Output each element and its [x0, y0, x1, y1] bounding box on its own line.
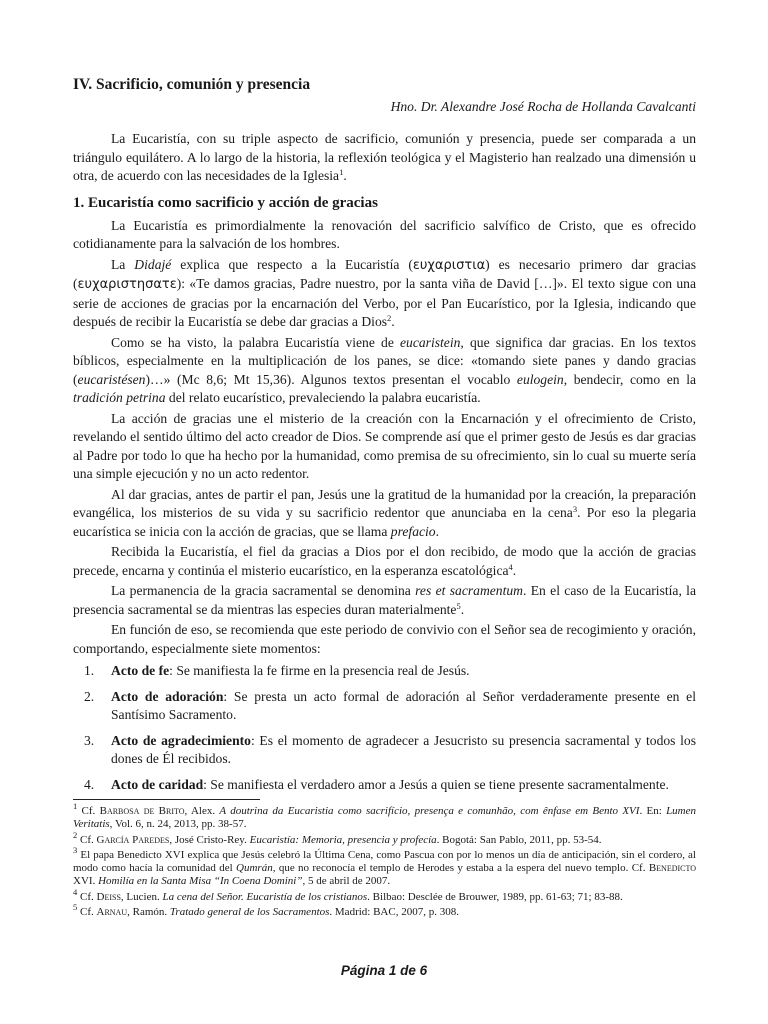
paragraph-7: La permanencia de la gracia sacramental se denomina res et sacramentum. En el caso de la Eucaristía, la presencia sacramental se da mientras las especies duran materialmente$^5$.: [73, 583, 696, 617]
greek-word-eucharistia: ευχαριστια: [412, 257, 486, 273]
footnote-1: $^1$ Cf. Barbosa de Brito, Alex. A doutrina da Eucaristia como sacrifício, presença e comunhão, com ênfase em Bento XVI. En: Lumen Veritatis, Vol. 6, n. 24, 2013, pp. 38-57.: [73, 801, 697, 831]
list-item-title: Acto de caridad: [111, 776, 204, 792]
paragraph-2: La Didajé explica que respecto a la Eucaristía (ευχαριστια) es necesario primero dar gracias (ευχαριστησατε): «Te damos gracias, Padre nuestro, por la santa viña de David […]». El texto sigue con una serie de acciones de gracias por la encarnación del Verbo, por el Pan Eucarístico, por la Iglesia, indicando que después de recibir la Eucaristía se debe dar gracias a Dios$^2$.: [73, 256, 696, 329]
paragraph-6: Recibida la Eucaristía, el fiel da gracias a Dios por el don recibido, de modo que la acción de gracias precede, encarna y continúa el misterio eucarístico, en la esperanza escatológica$^4$.: [73, 544, 696, 578]
term-res-et-sacramentum: res et sacramentum: [415, 583, 523, 598]
intro-paragraph: La Eucaristía, con su triple aspecto de sacrificio, comunión y presencia, puede ser comparada a un triángulo equilátero. A lo largo de la historia, la reflexión teológica y el Magisterio han realzado una dimensión u otra, de acuerdo con las necesidades de la Iglesia$^1$.: [73, 131, 696, 183]
term-eulogein: eulogein: [516, 371, 564, 387]
list-item-title: Acto de agradecimiento: [111, 732, 251, 748]
term-eucaristesen: eucaristésen: [77, 371, 146, 387]
greek-word-eucharistesate: ευχαριστησατε: [77, 277, 177, 292]
subsection-title: 1. Eucaristía como sacrificio y acción de gracias: [73, 194, 378, 211]
author-line: Hno. Dr. Alexandre José Rocha de Hollanda Cavalcanti: [390, 99, 696, 114]
paragraph-5: Al dar gracias, antes de partir el pan, Jesús une la gratitud de la humanidad por la creación, la preparación evangélica, los misterios de su vida y su sacrificio redentor que anunciaba en la cena$^3$. Por eso la plegaria eucarística se inicia con la acción de gracias, que se llama prefacio.: [73, 486, 697, 539]
moments-list: [73, 662, 696, 794]
list-item-title: Acto de fe: [111, 663, 170, 678]
footnote-ref-4[interactable]: 4: [508, 561, 513, 572]
footnote-ref-5[interactable]: 5: [456, 600, 461, 611]
term-prefacio: prefacio: [390, 523, 436, 539]
footnote-5: $^5$ Cf. Arnau, Ramón. Tratado general de los Sacramentos. Madrid: BAC, 2007, p. 308.: [73, 902, 459, 919]
paragraph-8: En función de eso, se recomienda que este periodo de convivio con el Señor sea de recogimiento y oración, comportando, especialmente siete momentos:: [73, 622, 696, 656]
intro-text: La Eucaristía, con su triple aspecto de sacrificio, comunión y presencia, puede ser comparada a un triángulo equilátero. A lo largo de la historia, la reflexión teológica y el Magisterio han realzado una dimensión u otra, de acuerdo con las necesidades de la Iglesia: [73, 131, 696, 183]
paragraph-3: Como se ha visto, la palabra Eucaristía viene de eucaristein, que significa dar gracias. En los textos bíblicos, especialmente en la multiplicación de los panes, se dice: «tomando siete panes y dando gracias (eucaristésen)…» (Mc 8,6; Mt 15,36). Algunos textos presentan el vocablo eulogein, bendecir, como en la tradición petrina del relato eucarístico, prevaleciendo la palabra eucaristía.: [73, 334, 697, 405]
footnote-3: $^3$ El papa Benedicto XVI explica que Jesús celebró la Última Cena, como Pascua con por lo menos un día de anticipación, sin el cordero, al modo como hacía la comunidad del Qumrán, que no reconocía el templo de Herodes y estaba a la espera del nuevo templo. Cf. Benedicto XVI. Homilía en la Santa Misa “In Coena Domini”, 5 de abril de 2007.: [73, 844, 697, 888]
didaje-term: Didajé: [134, 256, 172, 272]
footnote-ref-2[interactable]: 2: [387, 313, 392, 323]
paragraph-1: La Eucaristía es primordialmente la renovación del sacrificio salvífico de Cristo, que es ofrecido cotidianamente para la salvación de los hombres.: [73, 217, 696, 251]
list-item: 2. Acto de adoración: Se presta un acto formal de adoración al Señor verdaderamente presente en el Santísimo Sacramento.: [84, 688, 696, 722]
list-item-title: Acto de adoración: [111, 688, 224, 704]
footnotes: [73, 801, 697, 921]
main-content: [73, 76, 696, 801]
term-tradicion-petrina: tradición petrina: [73, 390, 166, 405]
footnote-ref-3[interactable]: 3: [572, 504, 578, 514]
list-item: 1. Acto de fe: Se manifiesta la fe firme en la presencia real de Jesús.: [84, 663, 470, 678]
footnote-separator: [73, 799, 260, 800]
paragraph-4: La acción de gracias une el misterio de la creación con la Encarnación y el ofrecimiento de Cristo, revelando el sentido último del acto creador de Dios. Se comprende así que el primer gesto de Jesús es dar gracias al Padre por todo lo que ha hecho por la humanidad, como premisa de su ofrecimiento, sin lo cual su muerte sería una simple ejecución y no un acto redentor.: [73, 410, 696, 481]
section-title: IV. Sacrificio, comunión y presencia: [73, 76, 311, 93]
page-number: Página 1 de 6: [340, 963, 428, 978]
term-eucaristein: eucaristein: [400, 334, 461, 350]
footnote-4: $^4$ Cf. Deiss, Lucien. La cena del Señor. Eucaristía de los cristianos. Bilbao: Desclée de Brouwer, 1989, pp. 61-63; 71; 83-88.: [73, 886, 623, 903]
list-item: 3. Acto de agradecimiento: Es el momento de agradecer a Jesucristo su presencia sacramental y todos los dones de Él recibidos.: [84, 732, 696, 766]
list-item: 4. Acto de caridad: Se manifiesta el verdadero amor a Jesús a quien se tiene presente sacramentalmente.: [84, 776, 669, 792]
footnote-2: $^2$ Cf. García Paredes, José Cristo-Rey. Eucaristía: Memoria, presencia y profecía. Bogotá: San Pablo, 2011, pp. 53-54.: [73, 829, 602, 846]
footnote-ref-1[interactable]: 1: [339, 167, 344, 177]
